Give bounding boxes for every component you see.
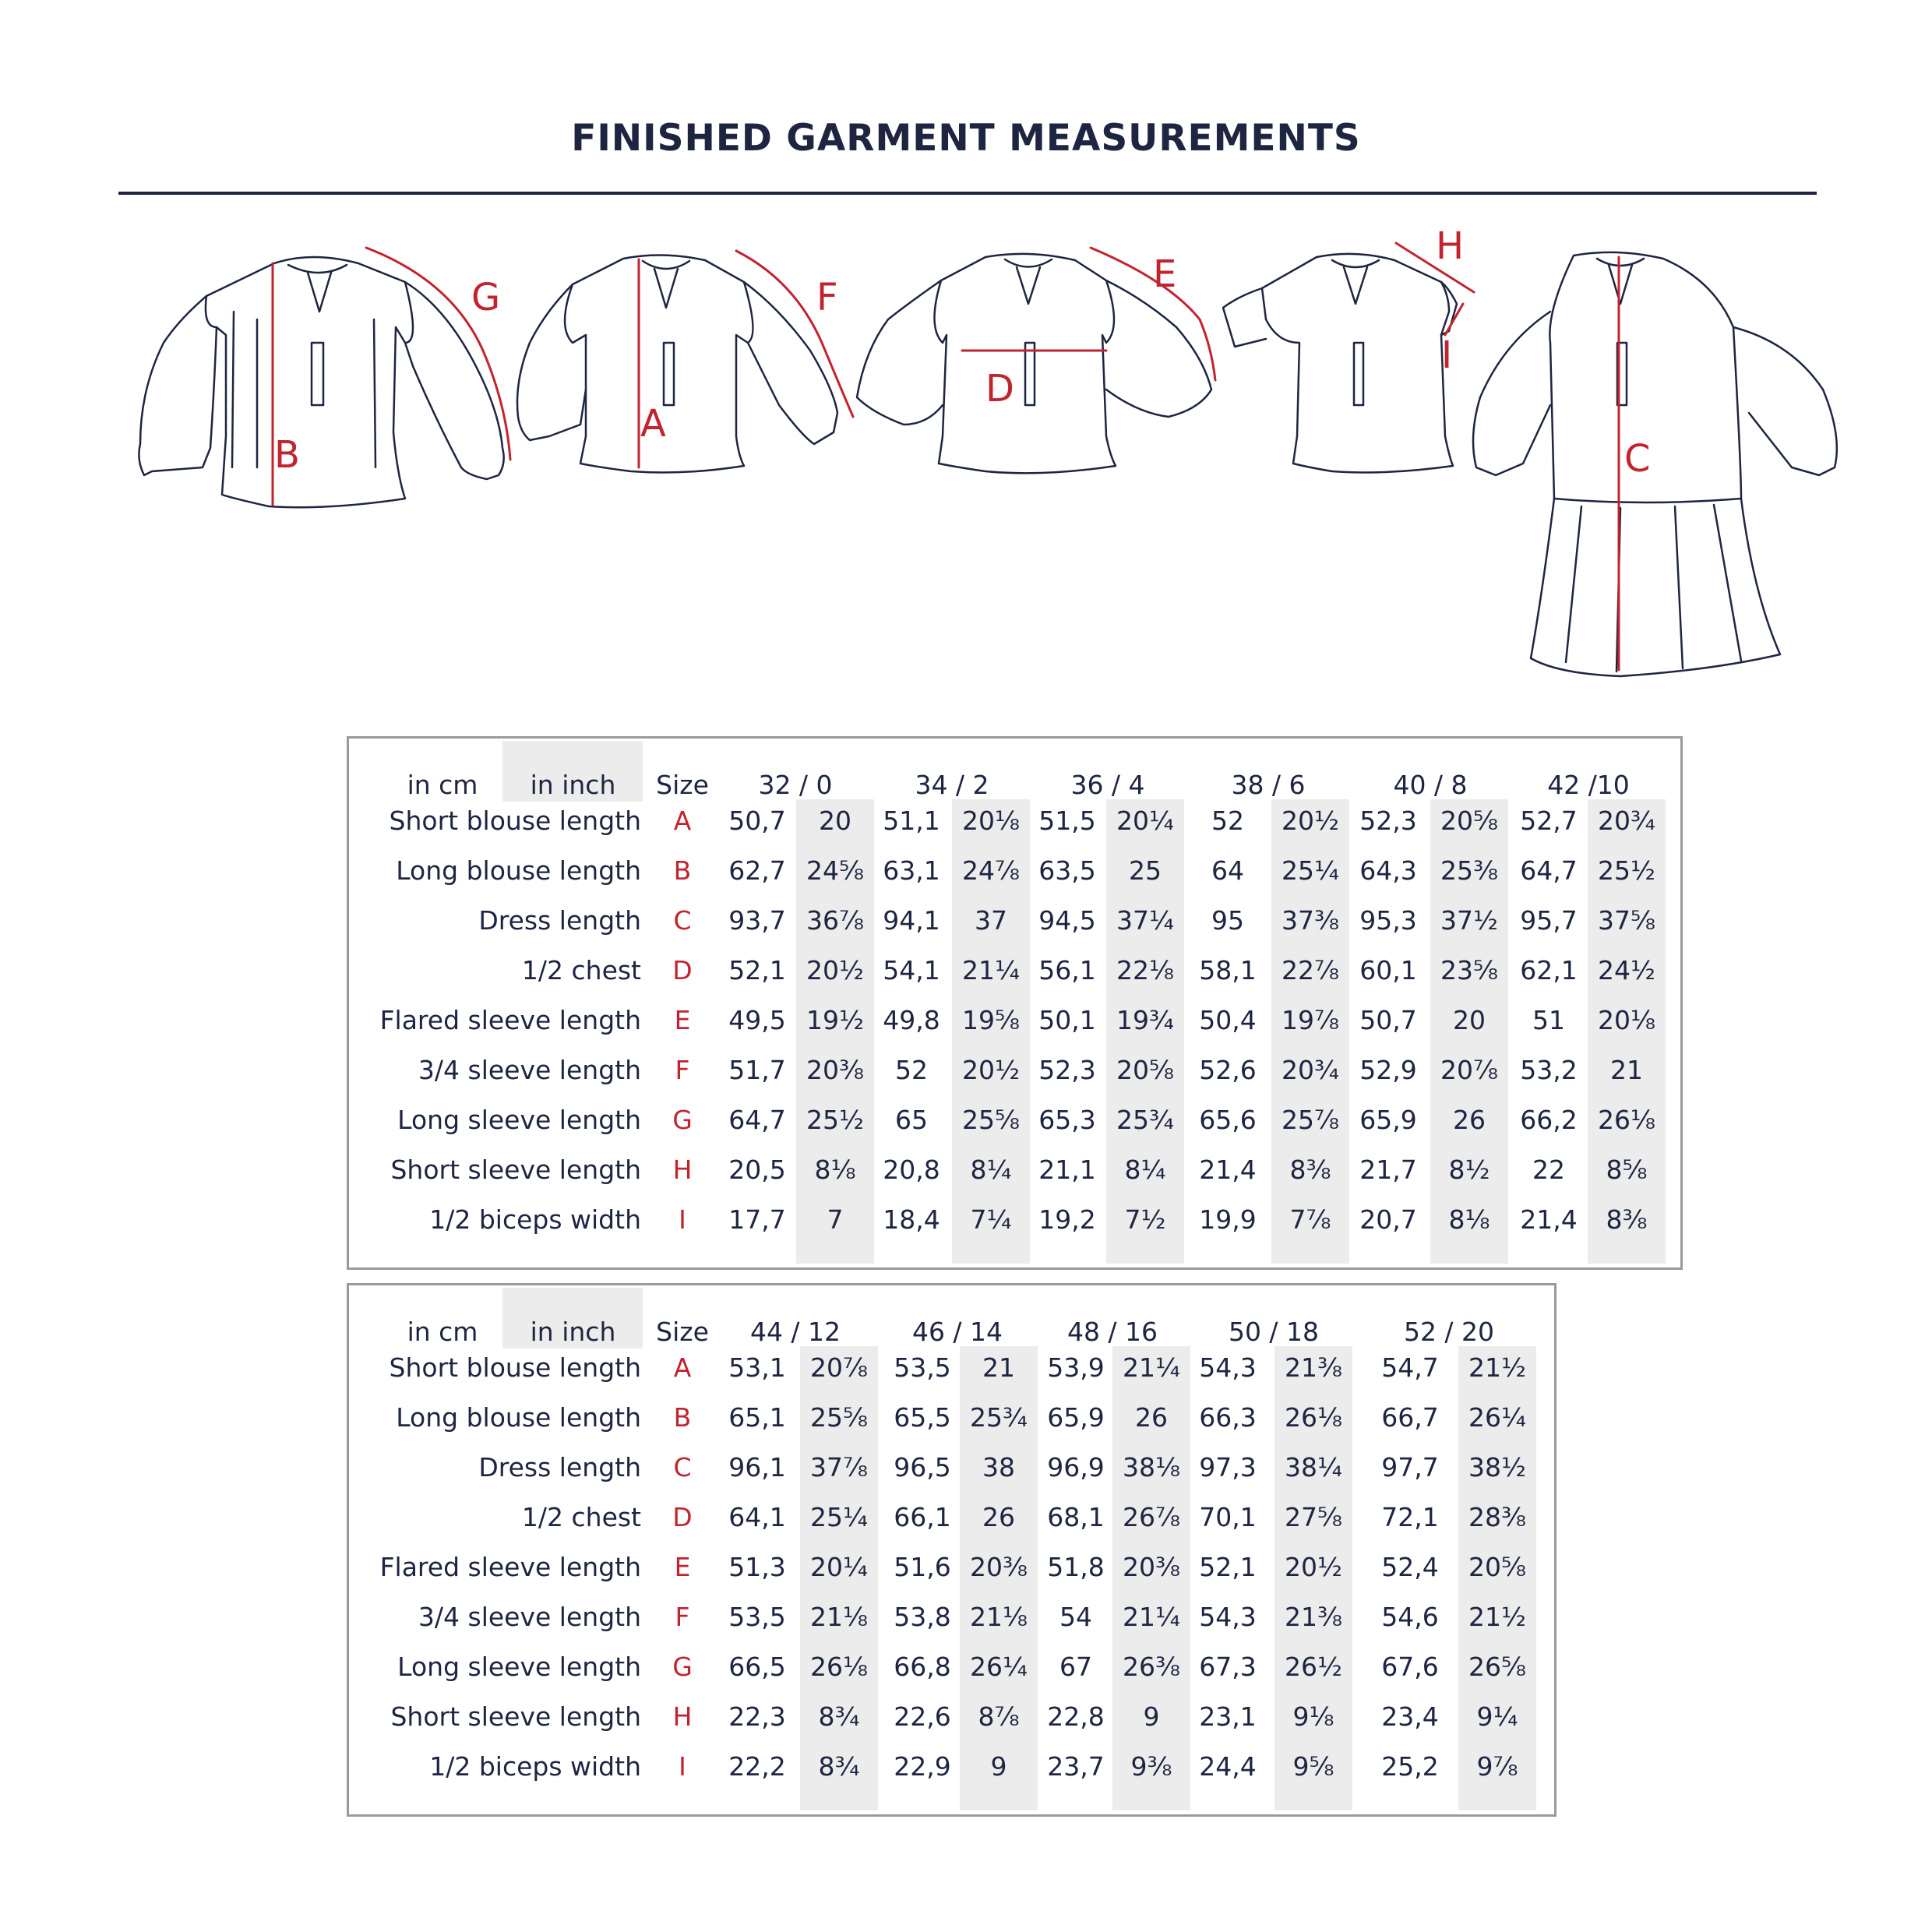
cm-value: 94,5 (1038, 905, 1096, 936)
cm-value: 51,8 (1047, 1552, 1105, 1582)
inch-value: 26⅛ (810, 1652, 868, 1682)
inch-value: 25½ (806, 1105, 864, 1135)
inch-value: 24½ (1598, 955, 1655, 985)
cm-value: 54 (1059, 1602, 1092, 1632)
row-label: Flared sleeve length (379, 1005, 641, 1035)
cm-value: 53,1 (728, 1352, 786, 1383)
cm-value: 53,8 (894, 1602, 951, 1632)
inch-value: 19⅞ (1282, 1005, 1339, 1035)
cm-value: 60,1 (1359, 955, 1417, 985)
row-label: Long sleeve length (397, 1105, 641, 1135)
inch-value: 19⅝ (962, 1005, 1020, 1035)
inch-value: 8¼ (1124, 1155, 1166, 1185)
measurements-table-1 (347, 736, 1683, 1270)
inch-value: 21⅛ (810, 1602, 868, 1632)
inch-value: 25⅜ (1440, 855, 1498, 886)
row-letter: E (674, 1005, 691, 1035)
callout-d: D (985, 367, 1014, 411)
size-header: 36 / 4 (1070, 770, 1145, 800)
title-divider (118, 192, 1817, 195)
inch-value: 19½ (806, 1005, 864, 1035)
row-letter: A (673, 1352, 692, 1383)
cm-value: 22,2 (728, 1751, 786, 1782)
measurements-table-2 (347, 1283, 1557, 1817)
callout-b: B (274, 433, 300, 477)
cm-value: 20,5 (728, 1155, 786, 1185)
inch-value: 20⅛ (962, 806, 1020, 836)
inch-value: 36⅞ (806, 905, 864, 936)
inch-value: 25½ (1598, 855, 1655, 886)
inch-value: 21 (1610, 1055, 1643, 1085)
row-label: Dress length (478, 905, 641, 936)
size-header: 38 / 6 (1231, 770, 1306, 800)
cm-value: 64,1 (728, 1502, 786, 1532)
cm-value: 50,7 (1359, 1005, 1417, 1035)
cm-value: 52,6 (1199, 1055, 1257, 1085)
callout-i: I (1441, 333, 1453, 377)
row-letter: I (679, 1204, 686, 1235)
cm-value: 94,1 (883, 905, 940, 936)
row-letter: F (675, 1055, 690, 1085)
cm-value: 23,7 (1047, 1751, 1105, 1782)
cm-value: 54,3 (1199, 1602, 1257, 1632)
garment-illustrations (0, 210, 1932, 693)
inch-value: 21¼ (1123, 1602, 1180, 1632)
row-letter: B (673, 855, 692, 886)
inch-value: 23⅝ (1440, 955, 1498, 985)
inch-value: 21⅜ (1285, 1352, 1342, 1383)
row-label: 3/4 sleeve length (418, 1055, 641, 1085)
cm-value: 51,5 (1038, 806, 1096, 836)
inch-value: 26¼ (1468, 1402, 1526, 1433)
inch-value: 8¼ (970, 1155, 1012, 1185)
size-header: 34 / 2 (915, 770, 989, 800)
page-title: FINISHED GARMENT MEASUREMENTS (571, 117, 1361, 160)
cm-value: 96,5 (894, 1452, 951, 1482)
row-label: Short sleeve length (390, 1155, 641, 1185)
inch-value: 25¾ (970, 1402, 1028, 1433)
inch-value: 20⅞ (1440, 1055, 1498, 1085)
header-in-inch: in inch (530, 770, 616, 800)
cm-value: 51,3 (728, 1552, 786, 1582)
inch-value: 26½ (1285, 1652, 1342, 1682)
row-label: 1/2 chest (521, 955, 641, 985)
cm-value: 64,3 (1359, 855, 1417, 886)
inch-value: 7⅞ (1289, 1204, 1331, 1235)
callout-g: G (471, 276, 501, 319)
size-header: 50 / 18 (1228, 1317, 1320, 1347)
inch-value: 20⅝ (1440, 806, 1498, 836)
inch-value: 38¼ (1285, 1452, 1342, 1482)
cm-value: 49,8 (883, 1005, 940, 1035)
inch-value: 26 (1135, 1402, 1168, 1433)
row-label: 1/2 chest (521, 1502, 641, 1532)
inch-value: 20½ (1282, 806, 1339, 836)
cm-value: 97,3 (1199, 1452, 1257, 1482)
inch-value: 9 (1143, 1701, 1160, 1732)
inch-value: 20⅞ (810, 1352, 868, 1383)
inch-value: 26 (982, 1502, 1015, 1532)
row-letter: G (672, 1105, 693, 1135)
cm-value: 19,9 (1199, 1204, 1257, 1235)
inch-value: 38 (982, 1452, 1015, 1482)
row-letter: F (675, 1602, 690, 1632)
row-label: Long sleeve length (397, 1652, 641, 1682)
inch-value: 21⅛ (970, 1602, 1028, 1632)
cm-value: 65,1 (728, 1402, 786, 1433)
cm-value: 65,6 (1199, 1105, 1257, 1135)
cm-value: 22,8 (1047, 1701, 1105, 1732)
row-label: Flared sleeve length (379, 1552, 641, 1582)
inch-value: 9⅞ (1476, 1751, 1518, 1782)
inch-value: 37⅞ (810, 1452, 868, 1482)
cm-value: 53,2 (1520, 1055, 1578, 1085)
inch-value: 19¾ (1116, 1005, 1174, 1035)
inch-value: 25¼ (1282, 855, 1339, 886)
cm-value: 62,7 (728, 855, 786, 886)
inch-value: 22⅞ (1282, 955, 1339, 985)
inch-value: 8½ (1448, 1155, 1490, 1185)
row-letter: A (673, 806, 692, 836)
inch-value: 20⅜ (1123, 1552, 1180, 1582)
inch-value: 20⅝ (1468, 1552, 1526, 1582)
cm-value: 64,7 (728, 1105, 786, 1135)
header-size: Size (656, 770, 709, 800)
cm-value: 22,6 (894, 1701, 951, 1732)
row-label: Short sleeve length (390, 1701, 641, 1732)
inch-value: 25¼ (810, 1502, 868, 1532)
cm-value: 51 (1532, 1005, 1565, 1035)
header-size: Size (656, 1317, 709, 1347)
inch-value: 9⅝ (1292, 1751, 1334, 1782)
row-letter: H (672, 1155, 693, 1185)
callout-h: H (1436, 224, 1465, 268)
inch-value: 8⅛ (1448, 1204, 1490, 1235)
cm-value: 50,7 (728, 806, 786, 836)
size-header: 46 / 14 (911, 1317, 1003, 1347)
row-label: Long blouse length (396, 1402, 641, 1433)
cm-value: 24,4 (1199, 1751, 1257, 1782)
cm-value: 58,1 (1199, 955, 1257, 985)
cm-value: 51,7 (728, 1055, 786, 1085)
cm-value: 65 (895, 1105, 928, 1135)
row-label: Short blouse length (389, 806, 641, 836)
cm-value: 20,7 (1359, 1204, 1417, 1235)
row-label: Dress length (478, 1452, 641, 1482)
cm-value: 50,4 (1199, 1005, 1257, 1035)
cm-value: 68,1 (1047, 1502, 1105, 1532)
cm-value: 64 (1211, 855, 1244, 886)
size-header: 44 / 12 (749, 1317, 841, 1347)
inch-value: 8¾ (818, 1751, 860, 1782)
cm-value: 17,7 (728, 1204, 786, 1235)
cm-value: 52,1 (1199, 1552, 1257, 1582)
cm-value: 62,1 (1520, 955, 1578, 985)
row-letter: C (673, 1452, 692, 1482)
cm-value: 97,7 (1381, 1452, 1439, 1482)
cm-value: 54,7 (1381, 1352, 1439, 1383)
inch-value: 26¼ (970, 1652, 1028, 1682)
cm-value: 67,6 (1381, 1652, 1439, 1682)
row-label: Long blouse length (396, 855, 641, 886)
cm-value: 66,8 (894, 1652, 951, 1682)
cm-value: 63,1 (883, 855, 940, 886)
header-in-cm: in cm (407, 1317, 478, 1347)
cm-value: 52,3 (1359, 806, 1417, 836)
inch-value: 20½ (962, 1055, 1020, 1085)
inch-value: 20¼ (1116, 806, 1174, 836)
cm-value: 64,7 (1520, 855, 1578, 886)
inch-value: 26⅝ (1468, 1652, 1526, 1682)
inch-value: 21⅜ (1285, 1602, 1342, 1632)
inch-value: 24⅝ (806, 855, 864, 886)
inch-value: 21¼ (1123, 1352, 1180, 1383)
cm-value: 21,7 (1359, 1155, 1417, 1185)
cm-value: 18,4 (883, 1204, 940, 1235)
cm-value: 66,1 (894, 1502, 951, 1532)
inch-value: 8⅜ (1289, 1155, 1331, 1185)
inch-value: 25⅝ (810, 1402, 868, 1433)
cm-value: 52,4 (1381, 1552, 1439, 1582)
cm-value: 21,1 (1038, 1155, 1096, 1185)
inch-value: 8⅝ (1606, 1155, 1648, 1185)
inch-value: 25 (1129, 855, 1162, 886)
cm-value: 22 (1532, 1155, 1565, 1185)
inch-value: 8⅜ (1606, 1204, 1648, 1235)
cm-value: 54,6 (1381, 1602, 1439, 1632)
cm-value: 52 (1211, 806, 1244, 836)
garment-short-blouse-34-sleeve (517, 255, 837, 472)
inch-value: 21¼ (962, 955, 1020, 985)
row-letter: D (672, 1502, 693, 1532)
row-label: Short blouse length (389, 1352, 641, 1383)
cm-value: 52,3 (1038, 1055, 1096, 1085)
inch-value: 20 (1453, 1005, 1486, 1035)
inch-value: 21½ (1468, 1602, 1526, 1632)
cm-value: 19,2 (1038, 1204, 1096, 1235)
cm-value: 67,3 (1199, 1652, 1257, 1682)
cm-value: 22,9 (894, 1751, 951, 1782)
cm-value: 93,7 (728, 905, 786, 936)
inch-value: 20½ (1285, 1552, 1342, 1582)
inch-value: 9 (990, 1751, 1007, 1782)
cm-value: 21,4 (1520, 1204, 1578, 1235)
cm-value: 65,5 (894, 1402, 951, 1433)
row-label: 3/4 sleeve length (418, 1602, 641, 1632)
cm-value: 52 (895, 1055, 928, 1085)
inch-value: 37½ (1440, 905, 1498, 936)
inch-value: 37⅜ (1282, 905, 1339, 936)
cm-value: 66,3 (1199, 1402, 1257, 1433)
cm-value: 53,5 (894, 1352, 951, 1383)
inch-value: 25¾ (1116, 1105, 1174, 1135)
row-label: 1/2 biceps width (429, 1751, 641, 1782)
size-header: 40 / 8 (1393, 770, 1468, 800)
header-in-inch: in inch (530, 1317, 616, 1347)
inch-value: 20¾ (1598, 806, 1655, 836)
cm-value: 51,6 (894, 1552, 951, 1582)
row-letter: H (672, 1701, 693, 1732)
cm-value: 20,8 (883, 1155, 940, 1185)
cm-value: 54,1 (883, 955, 940, 985)
inch-value: 7 (827, 1204, 844, 1235)
inch-value: 37 (975, 905, 1007, 936)
inch-value: 26⅛ (1285, 1402, 1342, 1433)
inch-value: 20 (819, 806, 851, 836)
inch-value: 20⅝ (1116, 1055, 1174, 1085)
inch-value: 26⅜ (1123, 1652, 1180, 1682)
cm-value: 66,2 (1520, 1105, 1578, 1135)
row-label: 1/2 biceps width (429, 1204, 641, 1235)
cm-value: 53,5 (728, 1602, 786, 1632)
callout-f: F (816, 276, 838, 319)
inch-value: 20¼ (810, 1552, 868, 1582)
inch-value: 20⅜ (970, 1552, 1028, 1582)
inch-value: 26⅞ (1123, 1502, 1180, 1532)
inch-value: 37⅝ (1598, 905, 1655, 936)
cm-value: 72,1 (1381, 1502, 1439, 1532)
cm-value: 95,7 (1520, 905, 1578, 936)
inch-value: 22⅛ (1116, 955, 1174, 985)
callout-e: E (1153, 252, 1177, 296)
row-letter: B (673, 1402, 692, 1433)
inch-value: 38⅛ (1123, 1452, 1180, 1482)
inch-value: 25⅝ (962, 1105, 1020, 1135)
cm-value: 96,9 (1047, 1452, 1105, 1482)
inch-value: 9⅛ (1292, 1701, 1334, 1732)
inch-value: 8⅞ (978, 1701, 1020, 1732)
cm-value: 95 (1211, 905, 1244, 936)
inch-value: 20⅛ (1598, 1005, 1655, 1035)
cm-value: 56,1 (1038, 955, 1096, 985)
inch-value: 8¾ (818, 1701, 860, 1732)
cm-value: 66,5 (728, 1652, 786, 1682)
cm-value: 67 (1059, 1652, 1092, 1682)
cm-value: 95,3 (1359, 905, 1417, 936)
garment-long-blouse-long-sleeve (139, 257, 503, 507)
size-header: 42 /10 (1547, 770, 1630, 800)
cm-value: 23,4 (1381, 1701, 1439, 1732)
callout-a: A (640, 402, 666, 446)
cm-value: 50,1 (1038, 1005, 1096, 1035)
cm-value: 21,4 (1199, 1155, 1257, 1185)
cm-value: 63,5 (1038, 855, 1096, 886)
inch-value: 25⅞ (1282, 1105, 1339, 1135)
cm-value: 66,7 (1381, 1402, 1439, 1433)
inch-value: 7½ (1124, 1204, 1166, 1235)
inch-value: 21½ (1468, 1352, 1526, 1383)
inch-value: 27⅝ (1285, 1502, 1342, 1532)
inch-value: 37¼ (1116, 905, 1174, 936)
inch-value: 26⅛ (1598, 1105, 1655, 1135)
cm-value: 65,3 (1038, 1105, 1096, 1135)
garment-short-blouse-short-sleeve (1223, 254, 1457, 473)
size-header: 32 / 0 (758, 770, 833, 800)
inch-value: 28⅜ (1468, 1502, 1526, 1532)
inch-value: 9⅜ (1130, 1751, 1172, 1782)
inch-value: 8⅛ (814, 1155, 856, 1185)
inch-value: 24⅞ (962, 855, 1020, 886)
inch-value: 26 (1453, 1105, 1486, 1135)
cm-value: 54,3 (1199, 1352, 1257, 1383)
garment-dress (1473, 252, 1837, 676)
row-letter: I (679, 1751, 686, 1782)
cm-value: 65,9 (1359, 1105, 1417, 1135)
cm-value: 65,9 (1047, 1402, 1105, 1433)
row-letter: D (672, 955, 693, 985)
row-letter: G (672, 1652, 693, 1682)
inch-value: 21 (982, 1352, 1015, 1383)
inch-value: 38½ (1468, 1452, 1526, 1482)
row-letter: C (673, 905, 692, 936)
size-header: 48 / 16 (1066, 1317, 1158, 1347)
cm-value: 70,1 (1199, 1502, 1257, 1532)
cm-value: 51,1 (883, 806, 940, 836)
cm-value: 25,2 (1381, 1751, 1439, 1782)
measure-line-i (1445, 304, 1463, 335)
row-letter: E (674, 1552, 691, 1582)
inch-value: 20⅜ (806, 1055, 864, 1085)
cm-value: 52,7 (1520, 806, 1578, 836)
callout-c: C (1624, 437, 1651, 481)
inch-value: 7¼ (970, 1204, 1012, 1235)
cm-value: 53,9 (1047, 1352, 1105, 1383)
cm-value: 23,1 (1199, 1701, 1257, 1732)
header-in-cm: in cm (407, 770, 478, 800)
cm-value: 96,1 (728, 1452, 786, 1482)
inch-value: 20½ (806, 955, 864, 985)
size-header: 52 / 20 (1403, 1317, 1495, 1347)
inch-value: 20¾ (1282, 1055, 1339, 1085)
inch-value: 9¼ (1476, 1701, 1518, 1732)
cm-value: 49,5 (728, 1005, 786, 1035)
cm-value: 52,9 (1359, 1055, 1417, 1085)
cm-value: 22,3 (728, 1701, 786, 1732)
cm-value: 52,1 (728, 955, 786, 985)
